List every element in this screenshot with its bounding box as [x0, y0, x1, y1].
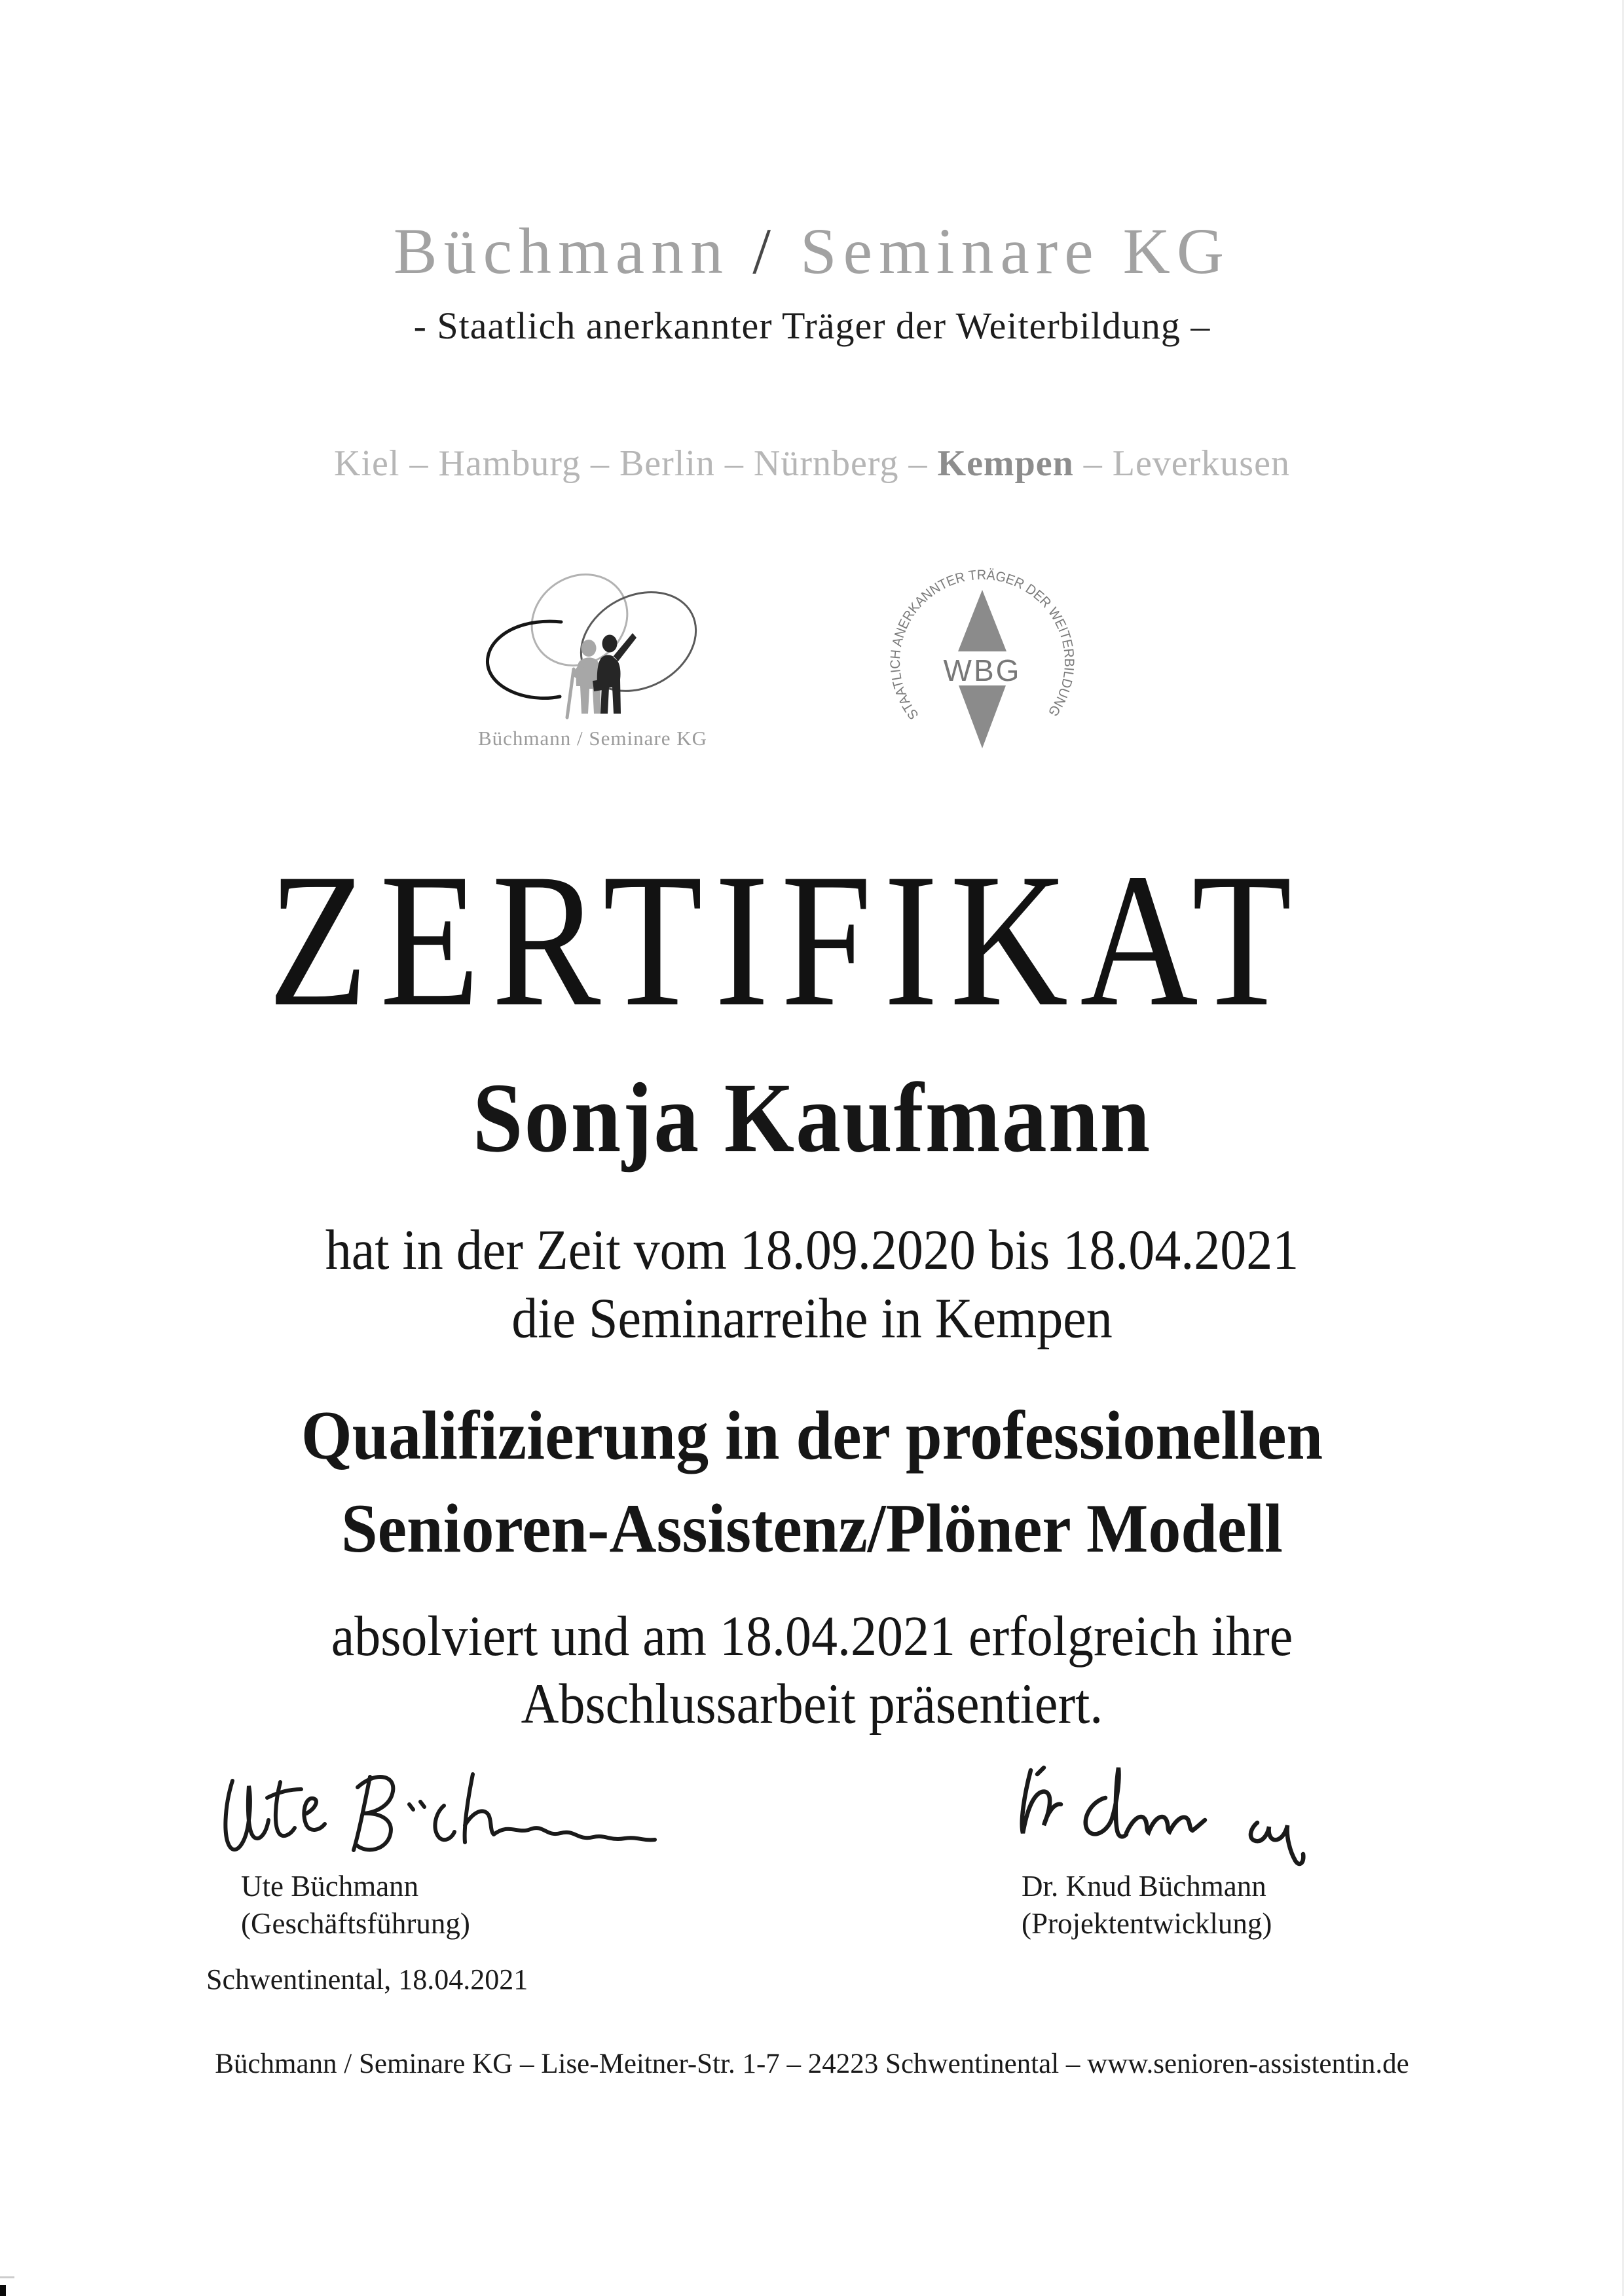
- scan-artifact-corner: [0, 2285, 6, 2296]
- brand-part1: Büchmann: [393, 215, 753, 287]
- recipient-name: Sonja Kaufmann: [472, 1062, 1152, 1173]
- result-text: [0, 1603, 1624, 1738]
- wbg-seal: [871, 552, 1094, 774]
- result-line1: absolviert und am 18.04.2021 erfolgreich ihre: [331, 1605, 1293, 1668]
- bag: [593, 680, 602, 691]
- cane: [567, 669, 574, 718]
- brand-part2: Seminare KG: [777, 215, 1231, 287]
- intro-line1: hat in der Zeit vom 18.09.2020 bis 18.04.2021: [325, 1219, 1299, 1282]
- company-logo-block: [462, 564, 724, 750]
- seal-center-label: WBG: [943, 653, 1022, 687]
- city-highlight: Kempen: [937, 443, 1074, 484]
- brand-subtitle: - Staatlich anerkannter Träger der Weiterbildung –: [413, 304, 1211, 347]
- signer-right-block: [1022, 1868, 1272, 1942]
- signature-left-image: [216, 1768, 668, 1872]
- place-date: Schwentinental, 18.04.2021: [206, 1963, 528, 1995]
- course-title: [0, 1389, 1624, 1575]
- certificate-title: ZERTIFIKAT: [268, 834, 1304, 1047]
- brand-slash: /: [752, 215, 777, 287]
- signer-left-block: [241, 1868, 470, 1942]
- cities-before: Kiel – Hamburg – Berlin – Nürnberg –: [334, 443, 938, 484]
- wbg-seal-icon: [871, 552, 1094, 774]
- seal-triangle-down: [959, 685, 1006, 748]
- cities-after: – Leverkusen: [1073, 443, 1290, 484]
- seal-triangle-up: [958, 590, 1006, 651]
- result-line2: Abschlussarbeit präsentiert.: [521, 1673, 1103, 1736]
- elderly-person-figure: [567, 640, 601, 718]
- intro-text: [0, 1216, 1624, 1354]
- seal-ring-text: STAATLICH ANERKANNTER TRÄGER DER WEITERBILDUNG: [887, 567, 1077, 723]
- signer-left-name: Ute Büchmann: [241, 1870, 419, 1903]
- company-logo-icon: [462, 564, 724, 723]
- intro-line2: die Seminarreihe in Kempen: [511, 1288, 1113, 1351]
- signer-right-name: Dr. Knud Büchmann: [1022, 1870, 1266, 1903]
- signer-right-role: (Projektentwicklung): [1022, 1907, 1272, 1940]
- cities-line: [0, 443, 1624, 484]
- brand-title: [0, 216, 1624, 287]
- course-line2: Senioren-Assistenz/Plöner Modell: [341, 1489, 1283, 1567]
- course-line1: Qualifizierung in der professionellen: [301, 1396, 1323, 1474]
- signer-left-role: (Geschäftsführung): [241, 1907, 470, 1940]
- scan-artifact-tick: [0, 2276, 14, 2278]
- company-logo-caption: Büchmann / Seminare KG: [477, 727, 707, 750]
- signature-right-image: [1001, 1752, 1377, 1873]
- footer-text: Büchmann / Seminare KG – Lise-Meitner-Str. 1-7 – 24223 Schwentinental – www.senioren-assistentin.de: [215, 2049, 1409, 2079]
